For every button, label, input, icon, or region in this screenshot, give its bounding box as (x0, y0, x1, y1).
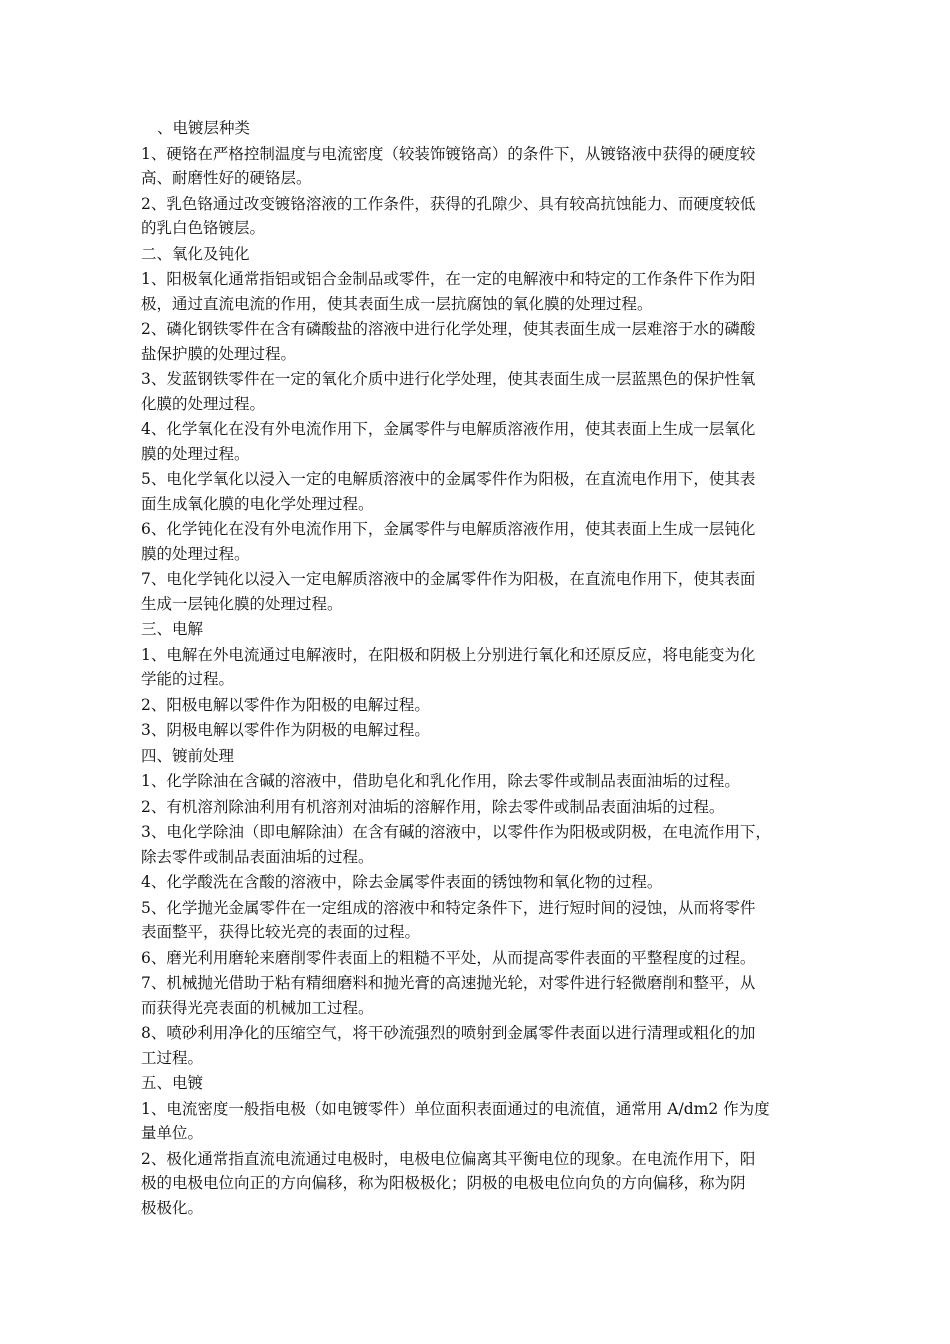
list-item (141, 896, 831, 945)
text-line: 4、化学酸洗在含酸的溶液中，除去金属零件表面的锈蚀物和氧化物的过程。 (141, 873, 663, 891)
text-line: 7、电化学钝化以浸入一定电解质溶液中的金属零件作为阳极，在直流电作用下，使其表面 (141, 570, 756, 588)
text-line: 5、电化学氧化以浸入一定的电解质溶液中的金属零件作为阳极，在直流电作用下，使其表 (141, 470, 756, 488)
list-item (141, 643, 831, 692)
section-heading (141, 744, 831, 769)
text-line: 1、电解在外电流通过电解液时，在阳极和阴极上分别进行氧化和还原反应，将电能变为化 (141, 645, 756, 664)
section-heading (141, 1071, 831, 1096)
list-item (141, 795, 831, 820)
text-line: 1、硬铬在严格控制温度与电流密度（较装饰镀铬高）的条件下，从镀铬液中获得的硬度较 (141, 144, 756, 163)
document-body (141, 116, 831, 1221)
text-line: 2、阳极电解以零件作为阳极的电解过程。 (141, 695, 430, 714)
text-line: 1、阳极氧化通常指铝或铝合金制品或零件，在一定的电解液中和特定的工作条件下作为阳 (141, 270, 756, 288)
list-item (141, 317, 831, 366)
list-item (141, 769, 831, 794)
text-line: 除去零件或制品表面油垢的过程。 (141, 847, 374, 866)
text-line: 高、耐磨性好的硬铬层。 (141, 169, 312, 187)
text-line: 二、氧化及钝化 (141, 244, 250, 263)
list-item (141, 1147, 831, 1221)
document-content (141, 116, 831, 1220)
text-line: 2、极化通常指直流电流通过电极时，电极电位偏离其平衡电位的现象。在电流作用下，阳 (141, 1149, 756, 1168)
section-heading (141, 116, 831, 141)
list-item (141, 820, 831, 869)
text-line: 工过程。 (141, 1048, 204, 1067)
list-item (141, 192, 831, 241)
list-item (141, 718, 831, 743)
list-item (141, 1021, 831, 1070)
text-line: 2、有机溶剂除油利用有机溶剂对油垢的溶解作用，除去零件或制品表面油垢的过程。 (141, 797, 725, 816)
list-item (141, 142, 831, 191)
text-line: 膜的处理过程。 (141, 444, 250, 463)
text-line: 学能的过程。 (141, 670, 235, 688)
text-line: 7、机械抛光借助于粘有精细磨料和抛光膏的高速抛光轮，对零件进行轻微磨削和整平，从 (141, 974, 756, 992)
list-item (141, 567, 831, 616)
list-item (141, 417, 831, 466)
list-item (141, 1097, 831, 1146)
list-item (141, 946, 831, 971)
text-line: 五、电镀 (141, 1074, 204, 1092)
text-line: 6、磨光利用磨轮来磨削零件表面上的粗糙不平处，从而提高零件表面的平整程度的过程。 (141, 948, 756, 967)
text-line: 8、喷砂利用净化的压缩空气，将干砂流强烈的喷射到金属零件表面以进行清理或粗化的加 (141, 1024, 756, 1042)
text-line: 膜的处理过程。 (141, 544, 250, 563)
text-line: 而获得光亮表面的机械加工过程。 (141, 998, 374, 1017)
text-line: 面生成氧化膜的电化学处理过程。 (141, 494, 374, 513)
list-item (141, 971, 831, 1020)
text-line: 1、电流密度一般指电极（如电镀零件）单位面积表面通过的电流值，通常用 A/dm2 作为度 (141, 1099, 770, 1118)
text-line: 极极化。 (141, 1198, 204, 1217)
text-line: 6、化学钝化在没有外电流作用下，金属零件与电解质溶液作用，使其表面上生成一层钝化 (141, 520, 756, 538)
text-line: 的乳白色铬镀层。 (141, 219, 266, 237)
text-line: 四、镀前处理 (141, 746, 235, 765)
list-item (141, 367, 831, 416)
text-line: 、电镀层种类 (157, 119, 251, 137)
text-line: 2、磷化钢铁零件在含有磷酸盐的溶液中进行化学处理，使其表面生成一层难溶于水的磷酸 (141, 320, 756, 338)
text-line: 化膜的处理过程。 (141, 394, 266, 413)
list-item (141, 467, 831, 516)
text-line: 三、电解 (141, 620, 204, 638)
text-line: 3、发蓝钢铁零件在一定的氧化介质中进行化学处理，使其表面生成一层蓝黑色的保护性氧 (141, 370, 756, 388)
text-line: 1、化学除油在含碱的溶液中，借助皂化和乳化作用，除去零件或制品表面油垢的过程。 (141, 772, 740, 790)
text-line: 表面整平，获得比较光亮的表面的过程。 (141, 923, 421, 941)
list-item (141, 870, 831, 895)
list-item (141, 693, 831, 718)
text-line: 生成一层钝化膜的处理过程。 (141, 594, 343, 613)
list-item (141, 517, 831, 566)
text-line: 极的电极电位向正的方向偏移，称为阳极极化；阴极的电极电位向负的方向偏移，称为阴 (141, 1174, 746, 1192)
list-item (141, 267, 831, 316)
text-line: 3、阴极电解以零件作为阴极的电解过程。 (141, 721, 430, 739)
text-line: 5、化学抛光金属零件在一定组成的溶液中和特定条件下，进行短时间的浸蚀，从而将零件 (141, 898, 756, 917)
text-line: 盐保护膜的处理过程。 (141, 344, 297, 363)
text-line: 极，通过直流电流的作用，使其表面生成一层抗腐蚀的氧化膜的处理过程。 (141, 294, 653, 313)
text-line: 3、电化学除油（即电解除油）在含有碱的溶液中，以零件作为阳极或阴极，在电流作用下， (141, 823, 771, 841)
section-heading (141, 242, 831, 267)
text-line: 4、化学氧化在没有外电流作用下，金属零件与电解质溶液作用，使其表面上生成一层氧化 (141, 420, 756, 438)
section-heading (141, 617, 831, 642)
text-line: 2、乳色铬通过改变镀铬溶液的工作条件，获得的孔隙少、具有较高抗蚀能力、而硬度较低 (141, 194, 756, 213)
text-line: 量单位。 (141, 1124, 204, 1142)
